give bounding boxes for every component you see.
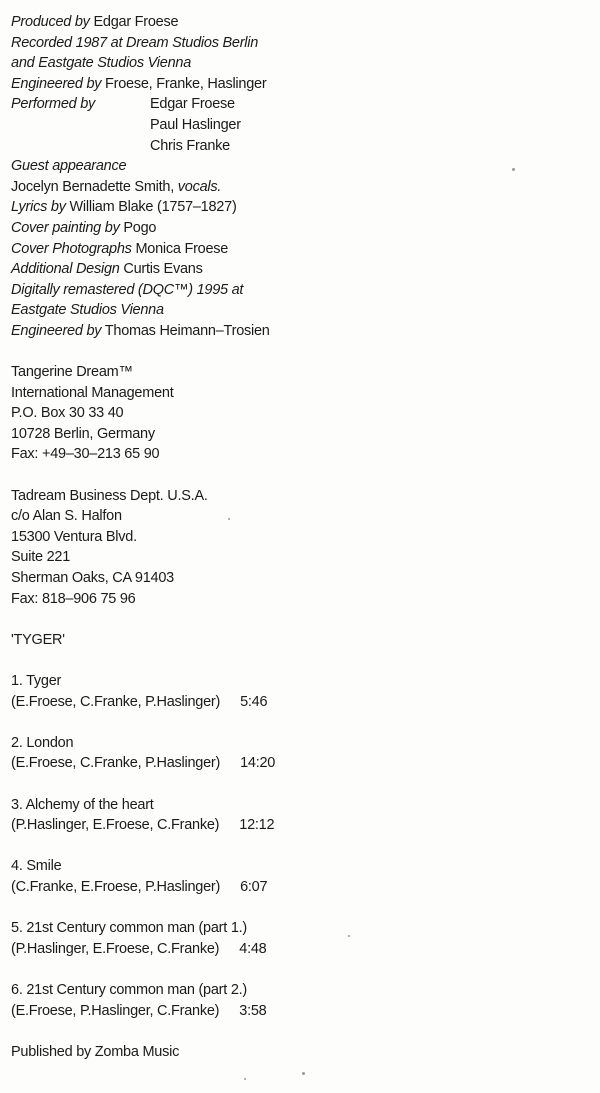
address-line: 10728 Berlin, Germany xyxy=(11,425,155,442)
spacer xyxy=(11,650,591,671)
credit-line xyxy=(11,12,591,33)
guest-role: vocals. xyxy=(177,178,222,195)
spacer xyxy=(11,465,591,486)
spacer xyxy=(11,609,591,630)
credit-value: Edgar Froese xyxy=(93,14,179,30)
track-credits xyxy=(11,815,591,836)
credit-line: Eastgate Studios Vienna xyxy=(11,302,164,319)
liner-notes-page xyxy=(11,12,591,1062)
publisher-line: Published by Zomba Music xyxy=(11,1043,180,1060)
address-line: Fax: 818–906 75 96 xyxy=(11,590,136,607)
track-writers: (E.Froese, C.Franke, P.Haslinger) xyxy=(11,693,221,710)
address-line: c/o Alan S. Halfon xyxy=(11,508,122,525)
credit-value: Thomas Heimann–Trosien xyxy=(104,322,270,339)
credit-value: Monica Froese xyxy=(135,240,229,257)
track-title: 1. Tyger xyxy=(11,673,62,689)
address-line: Fax: +49–30–213 65 90 xyxy=(11,446,160,463)
address-line: Suite 221 xyxy=(11,549,71,566)
track-duration: 6:07 xyxy=(240,878,268,895)
credit-value: Curtis Evans xyxy=(123,261,203,278)
credit-value: Pogo xyxy=(123,219,157,236)
address-line: International Management xyxy=(11,384,174,401)
performer-name: Chris Franke xyxy=(150,137,230,154)
track-writers: (P.Haslinger, E.Froese, C.Franke) xyxy=(11,940,220,957)
credit-line: Recorded 1987 at Dream Studios Berlin xyxy=(11,34,259,51)
track-title: 4. Smile xyxy=(11,858,62,875)
credit-role: Additional Design xyxy=(11,261,120,278)
track-title: 6. 21st Century common man (part 2.) xyxy=(11,981,247,998)
track-title: 3. Alchemy of the heart xyxy=(11,796,154,813)
credit-line xyxy=(11,94,591,115)
credit-role: Engineered by xyxy=(11,75,102,92)
credit-role: Engineered by xyxy=(11,322,102,339)
performer-name: Paul Haslinger xyxy=(150,116,241,133)
scan-speck xyxy=(228,518,230,520)
credit-line: Digitally remastered (DQC™) 1995 at xyxy=(11,281,244,298)
track-duration: 5:46 xyxy=(240,693,268,710)
track-item xyxy=(11,795,591,836)
credit-role: Performed by xyxy=(11,96,96,113)
track-item xyxy=(11,980,591,1021)
credit-role: Lyrics by xyxy=(11,199,66,216)
credit-line xyxy=(11,259,591,280)
credit-extra: (1757–1827) xyxy=(157,199,237,216)
credit-role: Produced by xyxy=(11,14,90,30)
track-credits xyxy=(11,877,591,898)
scan-speck xyxy=(348,935,350,937)
credit-line xyxy=(11,321,591,342)
track-writers: (C.Franke, E.Froese, P.Haslinger) xyxy=(11,878,221,895)
track-writers: (P.Haslinger, E.Froese, C.Franke) xyxy=(11,817,220,834)
scan-speck xyxy=(302,1072,305,1075)
scan-speck xyxy=(244,1078,246,1080)
credit-role: Cover Photographs xyxy=(11,240,132,257)
track-title: 5. 21st Century common man (part 1.) xyxy=(11,920,247,937)
address-line: Tadream Business Dept. U.S.A. xyxy=(11,487,208,504)
guest-label: Guest appearance xyxy=(11,158,127,175)
track-item xyxy=(11,671,591,712)
credit-line: and Eastgate Studios Vienna xyxy=(11,55,192,72)
spacer xyxy=(11,342,591,363)
track-credits xyxy=(11,753,591,774)
track-credits xyxy=(11,692,591,713)
address-line: Tangerine Dream™ xyxy=(11,364,133,381)
credit-line xyxy=(11,239,591,260)
track-title: 2. London xyxy=(11,734,74,751)
guest-line xyxy=(11,177,591,198)
track-duration: 4:48 xyxy=(239,940,267,957)
credit-line xyxy=(11,197,591,218)
scan-speck xyxy=(512,168,515,171)
address-line: Sherman Oaks, CA 91403 xyxy=(11,570,174,587)
track-item xyxy=(11,856,591,897)
credit-value: William Blake xyxy=(69,199,154,216)
credit-line xyxy=(11,74,591,95)
track-item xyxy=(11,918,591,959)
track-writers: (E.Froese, C.Franke, P.Haslinger) xyxy=(11,755,221,772)
track-writers: (E.Froese, P.Haslinger, C.Franke) xyxy=(11,1002,220,1019)
track-item xyxy=(11,733,591,774)
address-line: P.O. Box 30 33 40 xyxy=(11,405,124,422)
track-duration: 3:58 xyxy=(239,1002,267,1019)
track-credits xyxy=(11,1001,591,1022)
credit-value: Edgar Froese xyxy=(150,96,235,113)
track-credits xyxy=(11,939,591,960)
credit-line xyxy=(11,218,591,239)
address-line: 15300 Ventura Blvd. xyxy=(11,528,137,545)
guest-name: Jocelyn Bernadette Smith, xyxy=(11,178,175,195)
album-title: 'TYGER' xyxy=(11,631,65,648)
track-duration: 14:20 xyxy=(240,755,276,772)
credit-role: Cover painting by xyxy=(11,219,120,236)
track-duration: 12:12 xyxy=(239,817,275,834)
credit-value: Froese, Franke, Haslinger xyxy=(105,75,267,92)
